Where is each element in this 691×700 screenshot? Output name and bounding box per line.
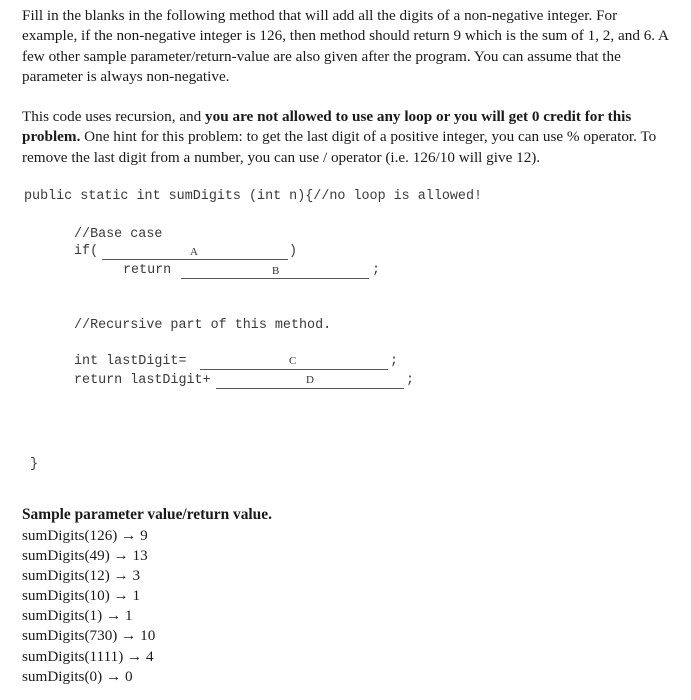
return-lastdigit: return lastDigit+: [74, 373, 211, 388]
blank-b[interactable]: [181, 278, 369, 279]
blank-c-label: C: [289, 355, 297, 367]
blank-a-label: A: [190, 246, 198, 258]
lastdigit-declaration: int lastDigit=: [74, 354, 187, 369]
sample-item: sumDigits(10) → 1: [22, 587, 141, 604]
blank-d-label: D: [306, 374, 314, 386]
sample-item: sumDigits(126) → 9: [22, 527, 148, 544]
intro-text: Fill in the blanks in the following method that will add all the digits of a non-negative integer. For example, if the non-negative integer is 126, then method should return 9 which is the sum of 1, 2, and 6. A few other sample parameter/return-value are also given after the program. You can assume that the parameter is always non-negative.: [22, 7, 669, 86]
sample-item: sumDigits(12) → 3: [22, 567, 141, 584]
sample-item: sumDigits(49) → 13: [22, 547, 148, 564]
blank-d[interactable]: [216, 388, 404, 389]
method-signature: public static int sumDigits (int n){//no loop is allowed!: [24, 189, 483, 204]
rules-bold-warning: you are not allowed to use any loop or you will get 0 credit for this problem.: [22, 108, 632, 146]
lastdigit-semicolon: ;: [390, 354, 399, 369]
samples-title: Sample parameter value/return value.: [22, 506, 272, 523]
intro-paragraph: [22, 6, 672, 88]
blank-b-label: B: [272, 265, 280, 277]
sample-item: sumDigits(1) → 1: [22, 607, 133, 624]
recursive-comment: //Recursive part of this method.: [74, 318, 332, 333]
closing-brace: }: [30, 457, 39, 472]
sample-item: sumDigits(730) → 10: [22, 627, 156, 644]
return-lastdigit-semicolon: ;: [406, 373, 415, 388]
blank-a[interactable]: [102, 259, 288, 260]
rules-text-1: This code uses recursion, and: [22, 108, 206, 125]
sample-item: sumDigits(0) → 0: [22, 668, 133, 685]
rules-paragraph: [22, 107, 672, 168]
rules-text-2: One hint for this problem: to get the last digit of a positive integer, you can use % operator. To remove the last digit from a number, you can use / operator (i.e. 126/10 will give 12).: [22, 128, 657, 166]
if-close-paren: ): [289, 244, 298, 259]
sample-item: sumDigits(1111) → 4: [22, 648, 154, 665]
return-semicolon: ;: [372, 263, 381, 278]
base-case-comment: //Base case: [74, 227, 163, 242]
if-keyword: if(: [74, 244, 99, 259]
blank-c[interactable]: [200, 369, 388, 370]
return-keyword: return: [123, 263, 172, 278]
